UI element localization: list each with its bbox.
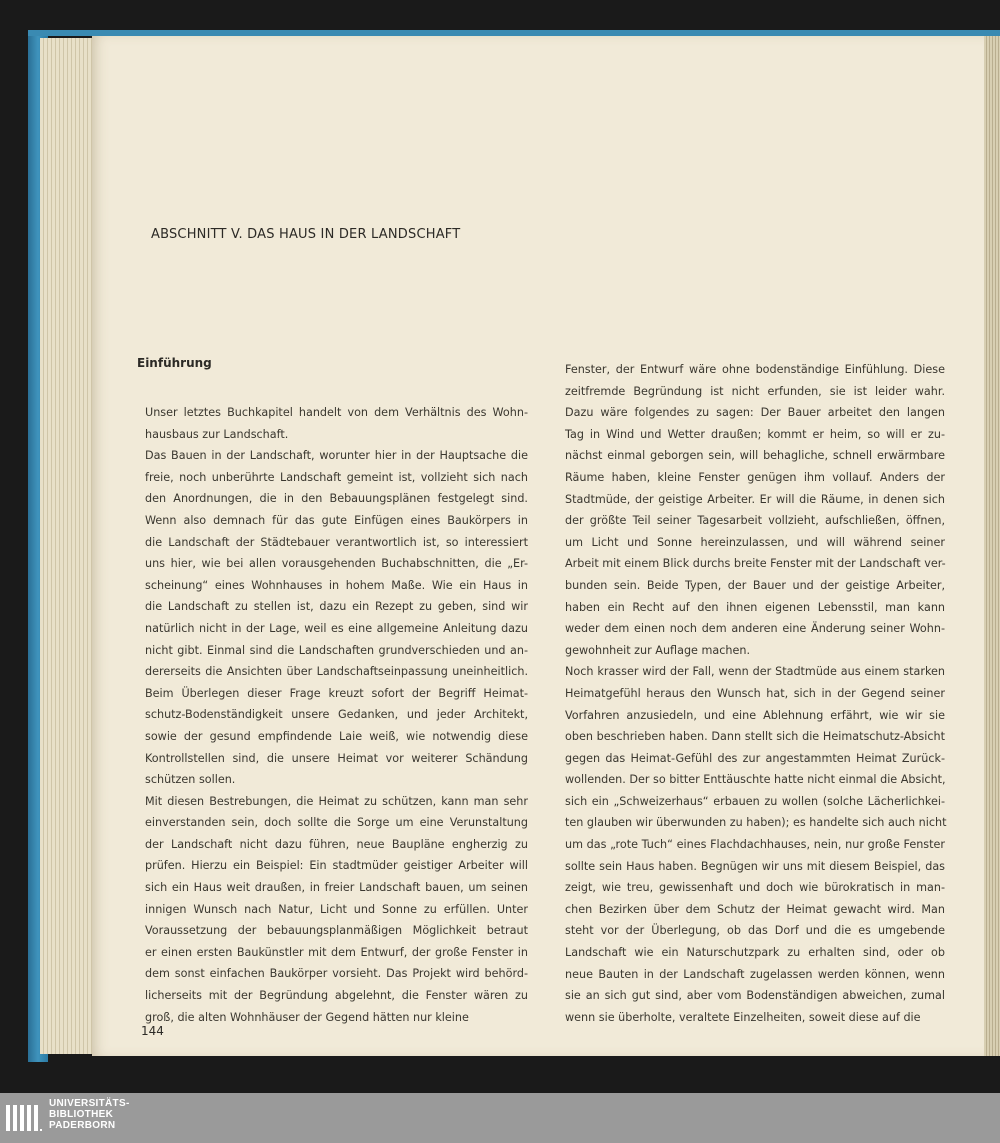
subheading: Einführung [137, 356, 212, 370]
library-name-line1: UNIVERSITÄTS- [49, 1098, 130, 1109]
text-line: oben beschrieben haben. Dann stellt sich die Heimatschutz-Absicht [565, 730, 945, 744]
text-line: die Landschaft der Städtebauer verantwortlich ist, so interessiert [145, 535, 528, 549]
text-line: er einen ersten Baukünstler mit dem Entwurf, der große Fenster in [145, 945, 528, 959]
text-line: Voraussetzung der bebauungsplanmäßigen Möglichkeit betraut [145, 924, 528, 938]
text-line: sich ein „Schweizerhaus“ erbauen zu wollen (solche Lächerlichkei- [565, 794, 945, 808]
text-line: den Anordnungen, die in den Bebauungsplänen festgelegt sind. [145, 492, 528, 506]
text-line: sich ein Haus weit draußen, in freier Landschaft bauen, um seinen [145, 881, 528, 895]
text-line: neue Bauten in der Landschaft zugelassen werden können, wenn [565, 967, 945, 981]
text-line: haben ein Recht auf den ihnen eigenen Lebensstil, man kann [565, 600, 945, 614]
text-line: Kontrollstellen sind, die unsere Heimat vor weiterer Schändung [145, 751, 528, 765]
text-line: Tag in Wind und Wetter draußen; kommt er heim, so will er zu- [565, 427, 945, 441]
text-line: Beim Überlegen dieser Frage kreuzt sofort der Begriff Heimat- [145, 686, 528, 700]
text-line: gewohnheit zur Auflage machen. [565, 643, 751, 657]
text-line: Noch krasser wird der Fall, wenn der Stadtmüde aus einem starken [565, 665, 945, 679]
text-line: freie, noch unberührte Landschaft gemeint ist, vollzieht sich nach [145, 470, 528, 484]
text-line: groß, die alten Wohnhäuser der Gegend hätten nur kleine [145, 1010, 469, 1024]
text-line: Heimatgefühl heraus den Wunsch hat, sich in der Gegend seiner [565, 686, 945, 700]
text-line: Unser letztes Buchkapitel handelt von dem Verhältnis des Wohn- [145, 406, 528, 419]
text-line: bunden sein. Beide Typen, der Bauer und der geistige Arbeiter, [565, 578, 945, 592]
text-line: chen Bezirken über dem Schutz der Heimat gewacht wird. Man [565, 902, 945, 916]
text-line: sollte sein Haus haben. Begnügen wir uns mit diesem Beispiel, das [565, 859, 945, 873]
library-name-line2: BIBLIOTHEK [49, 1109, 114, 1120]
text-line: schützen sollen. [145, 773, 236, 787]
text-line: der Landschaft nicht dazu führen, neue Baupläne engherzig zu [145, 837, 528, 851]
text-line: der größte Teil seiner Tagesarbeit vollzieht, aufschließen, öffnen, [565, 514, 945, 528]
text-line: schutz-Bodenständigkeit unsere Gedanken, und jeder Architekt, [145, 708, 528, 722]
text-line: wollenden. Der so bitter Enttäuschte hatte nicht einmal die Absicht, [565, 773, 946, 787]
text-line: sowie der gesund empfindende Laie weiß, wie notwendig diese [145, 729, 528, 743]
text-line: Dazu wäre folgendes zu sagen: Der Bauer arbeitet den langen [565, 406, 945, 420]
text-line: Räume haben, kleine Fenster genügen ihm vollauf. Anders der [565, 470, 945, 484]
text-line: natürlich nicht in der Lage, weil es eine allgemeine Anleitung dazu [145, 621, 528, 635]
text-line: Mit diesen Bestrebungen, die Heimat zu schützen, kann man sehr [145, 794, 528, 808]
text-line: zeitfremde Begründung ist nicht erfunden, sie ist leider wahr. [565, 384, 945, 398]
library-name-line3: PADERBORN [49, 1120, 116, 1131]
text-line: die Landschaft zu stellen ist, dazu ein Rezept zu geben, sind wir [145, 600, 528, 614]
text-line: Landschaft wie ein Naturschutzpark zu erhalten sind, oder ob [565, 946, 945, 960]
text-line: dem sonst einfachen Baukörper vorsieht. Das Projekt wird behörd- [145, 967, 528, 981]
left-text-column [145, 402, 528, 1028]
library-name [49, 1098, 130, 1131]
text-line: ten glauben wir überwunden zu haben); es handelte sich auch nicht [565, 816, 947, 830]
library-footer [0, 1093, 1000, 1143]
text-line: einverstanden sein, doch sollte die Sorge um eine Verunstaltung [145, 816, 528, 830]
page-edges-right [984, 36, 1000, 1056]
text-line: um das „rote Tuch“ eines Flachdachhauses, nein, nur große Fenster [565, 838, 945, 852]
text-line: sie an sich gut sind, aber vom Bodenständigen abweichen, zumal [565, 989, 945, 1003]
text-line: hausbaus zur Landschaft. [145, 427, 289, 441]
library-logo-icon [4, 1099, 42, 1137]
text-line: weder dem einen noch dem anderen eine Änderung seiner Wohn- [565, 622, 945, 636]
text-line: prüfen. Hierzu ein Beispiel: Ein stadtmüder geistiger Arbeiter will [145, 859, 528, 873]
text-line: steht vor der Überlegung, ob das Dorf und die es umgebende [565, 924, 945, 938]
text-line: Arbeit mit einem Blick durchs breite Fenster mit der Landschaft ver- [565, 557, 946, 571]
text-line: Vorfahren anzusiedeln, und eine Ablehnung erfährt, wie wir sie [565, 708, 945, 722]
text-line: licherseits mit der Begründung abgelehnt, die Fenster wären zu [145, 989, 528, 1003]
text-line: nicht gibt. Einmal sind die Landschaften grundverschieden und an- [145, 643, 528, 657]
text-line: zeigt, wie treu, gewissenhaft und doch wie bürokratisch in man- [565, 881, 945, 895]
text-line: nächst einmal geborgen sein, will behagliche, schnell erwärmbare [565, 449, 945, 463]
text-line: uns hier, wie bei allen vorausgehenden Buchabschnitten, die „Er- [145, 557, 528, 571]
section-heading: ABSCHNITT V. DAS HAUS IN DER LANDSCHAFT [151, 227, 461, 242]
text-line: Fenster, der Entwurf wäre ohne bodenständige Einfühlung. Diese [565, 363, 945, 376]
page-number: 144 [141, 1024, 164, 1038]
text-line: gegen das Heimat-Gefühl des zur angestammten Heimat Zurück- [565, 751, 945, 765]
text-line: Stadtmüde, der geistige Arbeiter. Er will die Räume, in denen sich [565, 492, 945, 506]
right-text-column [565, 359, 945, 1028]
text-line: um Licht und Sonne hereinzulassen, und will während seiner [565, 535, 945, 549]
text-line: Wenn also demnach für das gute Einfügen eines Baukörpers in [145, 513, 528, 527]
text-line: scheinung“ eines Wohnhauses in hohem Maße. Wie ein Haus in [145, 578, 528, 592]
text-line: dererseits die Ansichten über Landschaftseinpassung uneinheitlich. [145, 665, 528, 679]
text-line: wenn sie überholte, veraltete Einzelheiten, soweit diese auf die [565, 1010, 921, 1024]
text-line: innigen Wunsch nach Natur, Licht und Sonne zu erfüllen. Unter [145, 902, 528, 916]
text-line: Das Bauen in der Landschaft, worunter hier in der Hauptsache die [145, 449, 528, 463]
